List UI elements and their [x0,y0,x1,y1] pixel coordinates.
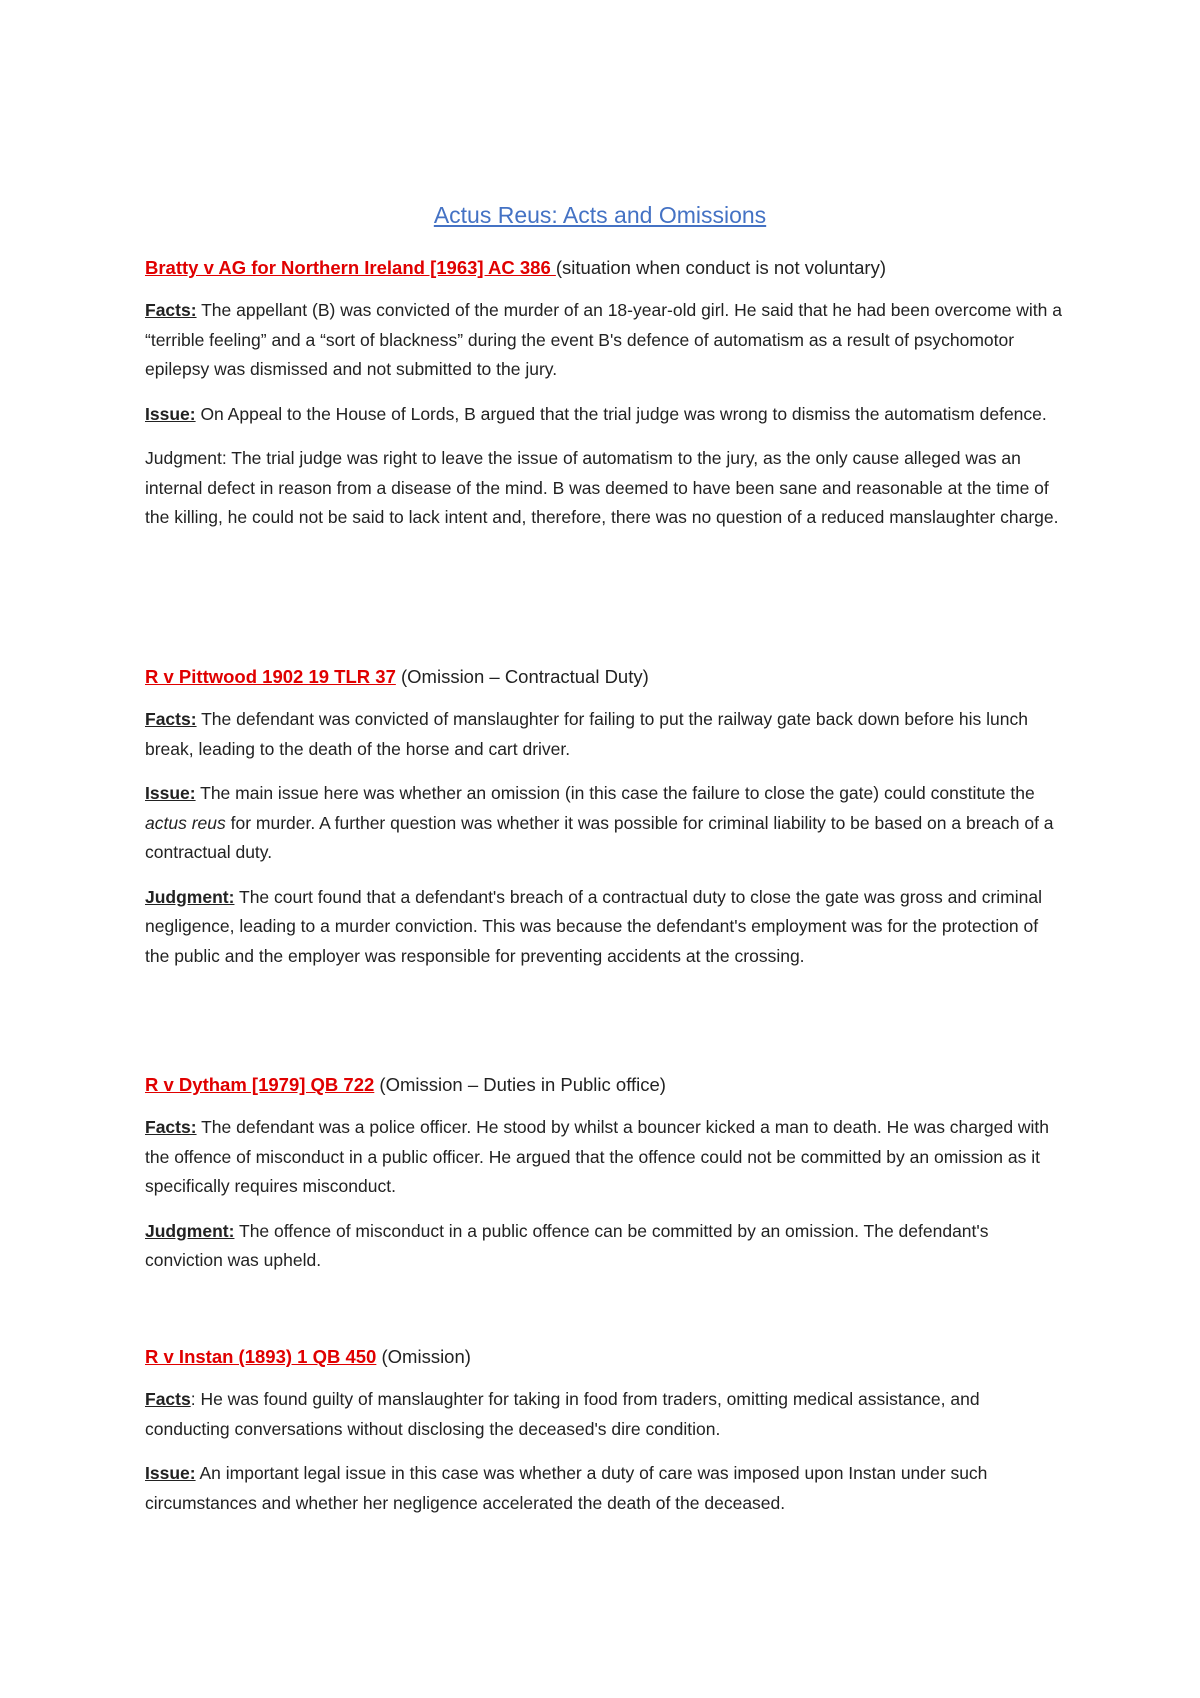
judgment-label: Judgment: [145,886,235,907]
case-note: (Omission – Duties in Public office) [374,1074,666,1095]
facts-label: Facts: [145,1117,197,1137]
case-dytham [145,1072,1065,1276]
facts-label: Facts: [145,300,197,320]
facts-text: The appellant (B) was convicted of the murder of an 18-year-old girl. He said that he had been overcome with a “terrible feeling” and a “sort of blackness” during the event B's defence of automatism as a result of psychomotor epilepsy was dismissed and not submitted to the jury. [145,300,1062,379]
judgment-text: The court found that a defendant's breach of a contractual duty to close the gate was gross and criminal negligence, leading to a murder conviction. This was because the defendant's employment was for the protection of the public and the employer was responsible for preventing accidents at the crossing. [145,886,1042,966]
case-name: R v Pittwood 1902 19 TLR 37 [145,666,396,687]
case-bratty [145,255,1065,533]
facts-paragraph [145,1113,1065,1202]
judgment-text: The offence of misconduct in a public offence can be committed by an omission. The defendant's conviction was upheld. [145,1220,989,1270]
issue-text: On Appeal to the House of Lords, B argued that the trial judge was wrong to dismiss the automatism defence. [195,403,1047,424]
judgment-paragraph: Judgment: The trial judge was right to leave the issue of automatism to the jury, as the only cause alleged was an internal defect in reason from a disease of the mind. B was deemed to have been sane and reasonable at the time of the killing, he could not be said to lack intent and, therefore, there was no question of a reduced manslaughter charge. [145,448,1059,527]
case-note: (situation when conduct is not voluntary) [555,257,886,278]
facts-label: Facts [145,1389,191,1409]
issue-text: An important legal issue in this case was whether a duty of care was imposed upon Instan under such circumstances and whether her negligence accelerated the death of the deceased. [145,1463,988,1513]
facts-text: The defendant was convicted of manslaughter for failing to put the railway gate back down before his lunch break, leading to the death of the horse and cart driver. [145,709,1028,759]
case-name: R v Dytham [1979] QB 722 [145,1074,375,1095]
issue-label: Issue: [145,783,196,803]
judgment-paragraph [145,1217,1065,1276]
issue-text-continued: for murder. A further question was whether it was possible for criminal liability to be based on a breach of a contractual duty. [145,812,1054,862]
judgment-label: Judgment: [145,1220,235,1241]
page-title: Actus Reus: Acts and Omissions [433,202,767,228]
facts-text: The defendant was a police officer. He stood by whilst a bouncer kicked a man to death. He was charged with the offence of misconduct in a public officer. He argued that the offence could not be committed by an omission as it specifically requires misconduct. [145,1117,1050,1196]
facts-paragraph [145,705,1065,764]
case-pittwood [145,664,1065,971]
case-heading [145,1072,1065,1098]
facts-label: Facts: [145,709,197,729]
case-note: (Omission) [376,1346,471,1367]
judgment-paragraph [145,883,1065,972]
case-name: Bratty v AG for Northern Ireland [1963] AC 386 [145,257,556,278]
issue-paragraph [145,779,1065,868]
facts-paragraph [145,296,1065,385]
issue-emphasis: actus reus [145,812,226,833]
case-heading [145,1344,1065,1370]
issue-paragraph [145,400,1065,430]
case-instan [145,1344,1065,1518]
issue-label: Issue: [145,403,196,424]
facts-text: : He was found guilty of manslaughter for taking in food from traders, omitting medical assistance, and conducting conversations without disclosing the deceased's dire condition. [145,1389,980,1439]
issue-label: Issue: [145,1463,196,1483]
issue-paragraph [145,1459,1065,1518]
case-name: R v Instan (1893) 1 QB 450 [145,1346,377,1367]
case-heading [145,664,1065,690]
facts-paragraph [145,1385,1065,1444]
case-heading [145,255,1065,281]
case-note: (Omission – Contractual Duty) [395,666,649,687]
issue-text: The main issue here was whether an omission (in this case the failure to close the gate) could constitute the [195,783,1035,803]
